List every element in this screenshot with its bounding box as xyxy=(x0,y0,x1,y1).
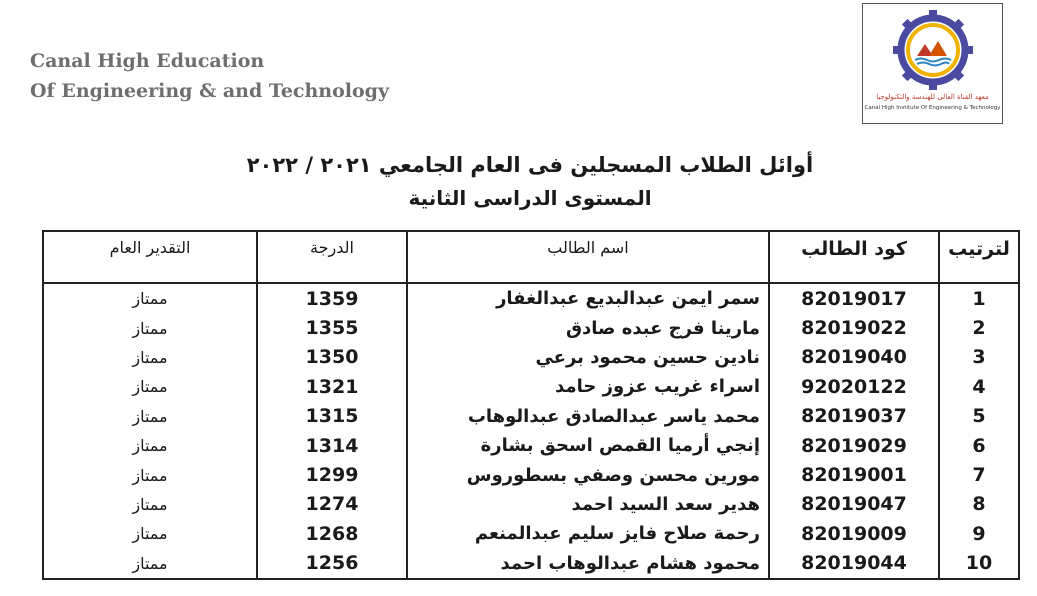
cell-name: مارينا فرج عبده صادق xyxy=(407,313,769,342)
cell-grade: ممتاز xyxy=(43,431,257,460)
cell-score: 1350 xyxy=(257,343,407,372)
cell-grade: ممتاز xyxy=(43,343,257,372)
cell-score: 1355 xyxy=(257,313,407,342)
cell-code: 82019029 xyxy=(769,431,939,460)
cell-code: 82019040 xyxy=(769,343,939,372)
cell-score: 1314 xyxy=(257,431,407,460)
logo-english-caption: Canal High Institute Of Engineering & Technology xyxy=(864,105,1001,111)
table-row xyxy=(43,490,1019,519)
cell-grade: ممتاز xyxy=(43,402,257,431)
header-grade: التقدير العام xyxy=(43,231,257,283)
cell-score: 1274 xyxy=(257,490,407,519)
table-row xyxy=(43,402,1019,431)
cell-code: 82019001 xyxy=(769,460,939,489)
cell-name: اسراء غريب عزوز حامد xyxy=(407,372,769,401)
institute-name-line2: Of Engineering & and Technology xyxy=(30,80,389,102)
table-row xyxy=(43,313,1019,342)
cell-grade: ممتاز xyxy=(43,519,257,548)
cell-grade: ممتاز xyxy=(43,372,257,401)
table-row xyxy=(43,283,1019,313)
cell-rank: 6 xyxy=(939,431,1019,460)
cell-code: 92020122 xyxy=(769,372,939,401)
cell-rank: 4 xyxy=(939,372,1019,401)
cell-rank: 7 xyxy=(939,460,1019,489)
cell-grade: ممتاز xyxy=(43,283,257,313)
cell-score: 1268 xyxy=(257,519,407,548)
students-table xyxy=(42,230,1020,580)
table-row xyxy=(43,460,1019,489)
table-row xyxy=(43,519,1019,548)
cell-name: سمر ايمن عبدالبديع عبدالغفار xyxy=(407,283,769,313)
cell-score: 1299 xyxy=(257,460,407,489)
table-row xyxy=(43,549,1019,579)
header-score: الدرجة xyxy=(257,231,407,283)
cell-grade: ممتاز xyxy=(43,313,257,342)
cell-score: 1321 xyxy=(257,372,407,401)
cell-score: 1256 xyxy=(257,549,407,579)
cell-name: نادين حسين محمود برعي xyxy=(407,343,769,372)
table-header-row xyxy=(43,231,1019,283)
institute-name-line1: Canal High Education xyxy=(30,50,265,72)
cell-name: إنجي أرميا القمص اسحق بشارة xyxy=(407,431,769,460)
cell-rank: 10 xyxy=(939,549,1019,579)
cell-rank: 9 xyxy=(939,519,1019,548)
cell-rank: 1 xyxy=(939,283,1019,313)
cell-grade: ممتاز xyxy=(43,460,257,489)
cell-score: 1359 xyxy=(257,283,407,313)
cell-grade: ممتاز xyxy=(43,490,257,519)
document-subtitle: المستوى الدراسى الثانية xyxy=(408,186,652,210)
header-name: اسم الطالب xyxy=(407,231,769,283)
table-row xyxy=(43,343,1019,372)
cell-rank: 2 xyxy=(939,313,1019,342)
header-rank: لترتيب xyxy=(939,231,1019,283)
cell-code: 82019037 xyxy=(769,402,939,431)
cell-code: 82019022 xyxy=(769,313,939,342)
cell-name: هدير سعد السيد احمد xyxy=(407,490,769,519)
cell-name: مورين محسن وصفي بسطوروس xyxy=(407,460,769,489)
cell-code: 82019017 xyxy=(769,283,939,313)
cell-code: 82019044 xyxy=(769,549,939,579)
cell-score: 1315 xyxy=(257,402,407,431)
institute-name xyxy=(30,46,389,106)
cell-name: محمد ياسر عبدالصادق عبدالوهاب xyxy=(407,402,769,431)
cell-rank: 3 xyxy=(939,343,1019,372)
institute-logo xyxy=(862,3,1003,124)
table-row xyxy=(43,431,1019,460)
cell-code: 82019047 xyxy=(769,490,939,519)
table-row xyxy=(43,372,1019,401)
gear-logo-icon xyxy=(863,6,1002,94)
cell-grade: ممتاز xyxy=(43,549,257,579)
logo-arabic-caption: معهد القناة العالى للهندسة والتكنولوجيا xyxy=(876,93,989,101)
cell-name: رحمة صلاح فايز سليم عبدالمنعم xyxy=(407,519,769,548)
cell-code: 82019009 xyxy=(769,519,939,548)
cell-name: محمود هشام عبدالوهاب احمد xyxy=(407,549,769,579)
header-code: كود الطالب xyxy=(769,231,939,283)
document-title: أوائل الطلاب المسجلين فى العام الجامعي ٢٠٢١ / ٢٠٢٢ xyxy=(246,153,814,177)
cell-rank: 8 xyxy=(939,490,1019,519)
cell-rank: 5 xyxy=(939,402,1019,431)
